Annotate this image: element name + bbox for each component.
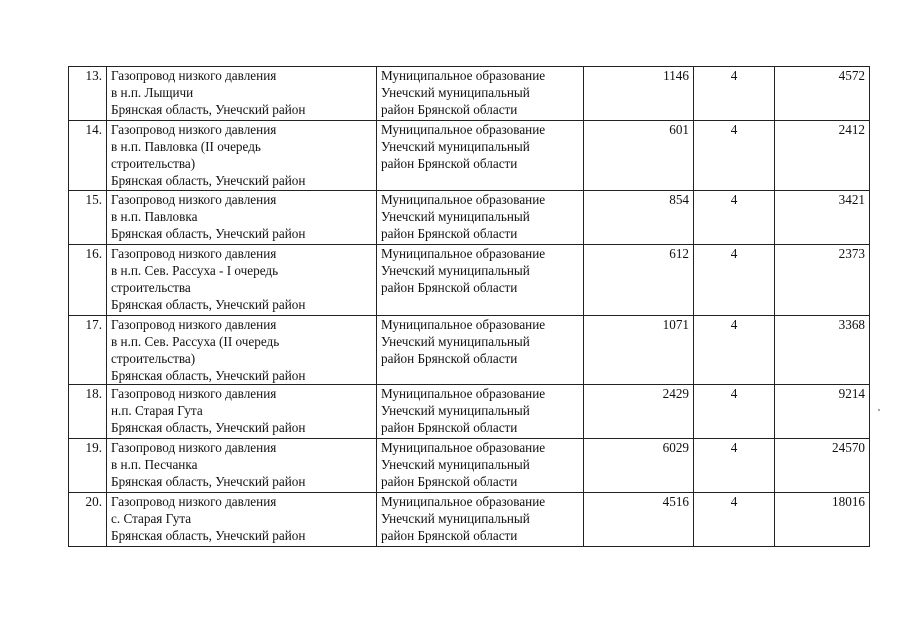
length-cell: 6029 [584,439,694,493]
category-cell: 4 [694,439,775,493]
owner-cell [377,493,584,547]
table-row [69,191,870,245]
owner-cell [377,316,584,385]
owner-line: район Брянской области [381,226,518,241]
owner-cell [377,191,584,245]
row-number-cell: 18. [69,385,107,439]
row-number-cell: 17. [69,316,107,385]
owner-line: Унечский муниципальный [381,403,530,418]
owner-line: Муниципальное образование [381,68,546,83]
value-cell: 18016 [775,493,870,547]
table-row [69,493,870,547]
object-name-cell [107,493,377,547]
object-name-cell [107,316,377,385]
owner-line: Унечский муниципальный [381,457,530,472]
owner-line: Муниципальное образование [381,494,546,509]
table-row [69,316,870,385]
table-row [69,385,870,439]
object-name-line: строительства) [111,351,196,366]
length-cell: 601 [584,121,694,191]
table-row [69,121,870,191]
object-name-cell [107,67,377,121]
owner-line: Муниципальное образование [381,192,546,207]
owner-line: район Брянской области [381,280,518,295]
object-name-line: Газопровод низкого давления [111,440,277,455]
length-cell: 612 [584,245,694,316]
owner-line: район Брянской области [381,474,518,489]
object-name-line: в н.п. Сев. Рассуха - I очередь [111,263,279,278]
table-body [69,67,870,547]
owner-line: район Брянской области [381,528,518,543]
row-number-cell: 16. [69,245,107,316]
value-cell: 3421 [775,191,870,245]
value-cell: 2412 [775,121,870,191]
object-name-line: строительства) [111,156,196,171]
gas-pipeline-register-table [68,66,870,547]
object-name-line: строительства [111,280,191,295]
owner-cell [377,385,584,439]
owner-line: район Брянской области [381,102,518,117]
object-name-line: Газопровод низкого давления [111,246,277,261]
object-name-line: Брянская область, Унечский район [111,474,306,489]
owner-cell [377,245,584,316]
object-name-line: Брянская область, Унечский район [111,102,306,117]
object-name-line: Брянская область, Унечский район [111,368,306,383]
category-cell: 4 [694,245,775,316]
value-cell: 24570 [775,439,870,493]
category-cell: 4 [694,191,775,245]
object-name-line: в н.п. Сев. Рассуха (II очередь [111,334,280,349]
value-cell: 9214 [775,385,870,439]
owner-line: Муниципальное образование [381,122,546,137]
owner-line: район Брянской области [381,351,518,366]
table-row [69,439,870,493]
object-name-line: Газопровод низкого давления [111,317,277,332]
object-name-cell [107,191,377,245]
object-name-cell [107,385,377,439]
owner-line: Унечский муниципальный [381,263,530,278]
owner-cell [377,439,584,493]
owner-cell [377,67,584,121]
value-cell: 2373 [775,245,870,316]
object-name-line: в н.п. Лыщичи [111,85,194,100]
object-name-line: Брянская область, Унечский район [111,226,306,241]
object-name-cell [107,439,377,493]
object-name-line: Газопровод низкого давления [111,68,277,83]
owner-line: район Брянской области [381,420,518,435]
length-cell: 1071 [584,316,694,385]
object-name-line: Брянская область, Унечский район [111,173,306,188]
owner-line: Муниципальное образование [381,440,546,455]
object-name-line: Газопровод низкого давления [111,122,277,137]
value-cell: 4572 [775,67,870,121]
category-cell: 4 [694,316,775,385]
length-cell: 1146 [584,67,694,121]
object-name-line: в н.п. Павловка (II очередь [111,139,261,154]
owner-line: Муниципальное образование [381,246,546,261]
owner-line: Унечский муниципальный [381,139,530,154]
table-row [69,245,870,316]
object-name-line: Газопровод низкого давления [111,386,277,401]
row-number-cell: 14. [69,121,107,191]
object-name-cell [107,245,377,316]
object-name-line: Газопровод низкого давления [111,494,277,509]
object-name-line: Газопровод низкого давления [111,192,277,207]
owner-line: Унечский муниципальный [381,85,530,100]
category-cell: 4 [694,121,775,191]
owner-line: район Брянской области [381,156,518,171]
length-cell: 4516 [584,493,694,547]
value-cell: 3368 [775,316,870,385]
row-number-cell: 19. [69,439,107,493]
owner-line: Муниципальное образование [381,317,546,332]
row-number-cell: 13. [69,67,107,121]
object-name-line: с. Старая Гута [111,511,192,526]
category-cell: 4 [694,493,775,547]
owner-line: Унечский муниципальный [381,511,530,526]
owner-line: Муниципальное образование [381,386,546,401]
object-name-line: Брянская область, Унечский район [111,420,306,435]
category-cell: 4 [694,385,775,439]
object-name-line: в н.п. Песчанка [111,457,198,472]
scan-speck [878,409,880,411]
object-name-line: н.п. Старая Гута [111,403,203,418]
length-cell: 2429 [584,385,694,439]
category-cell: 4 [694,67,775,121]
table-row [69,67,870,121]
owner-line: Унечский муниципальный [381,334,530,349]
row-number-cell: 20. [69,493,107,547]
owner-cell [377,121,584,191]
object-name-line: Брянская область, Унечский район [111,297,306,312]
owner-line: Унечский муниципальный [381,209,530,224]
object-name-line: в н.п. Павловка [111,209,198,224]
object-name-line: Брянская область, Унечский район [111,528,306,543]
length-cell: 854 [584,191,694,245]
object-name-cell [107,121,377,191]
row-number-cell: 15. [69,191,107,245]
